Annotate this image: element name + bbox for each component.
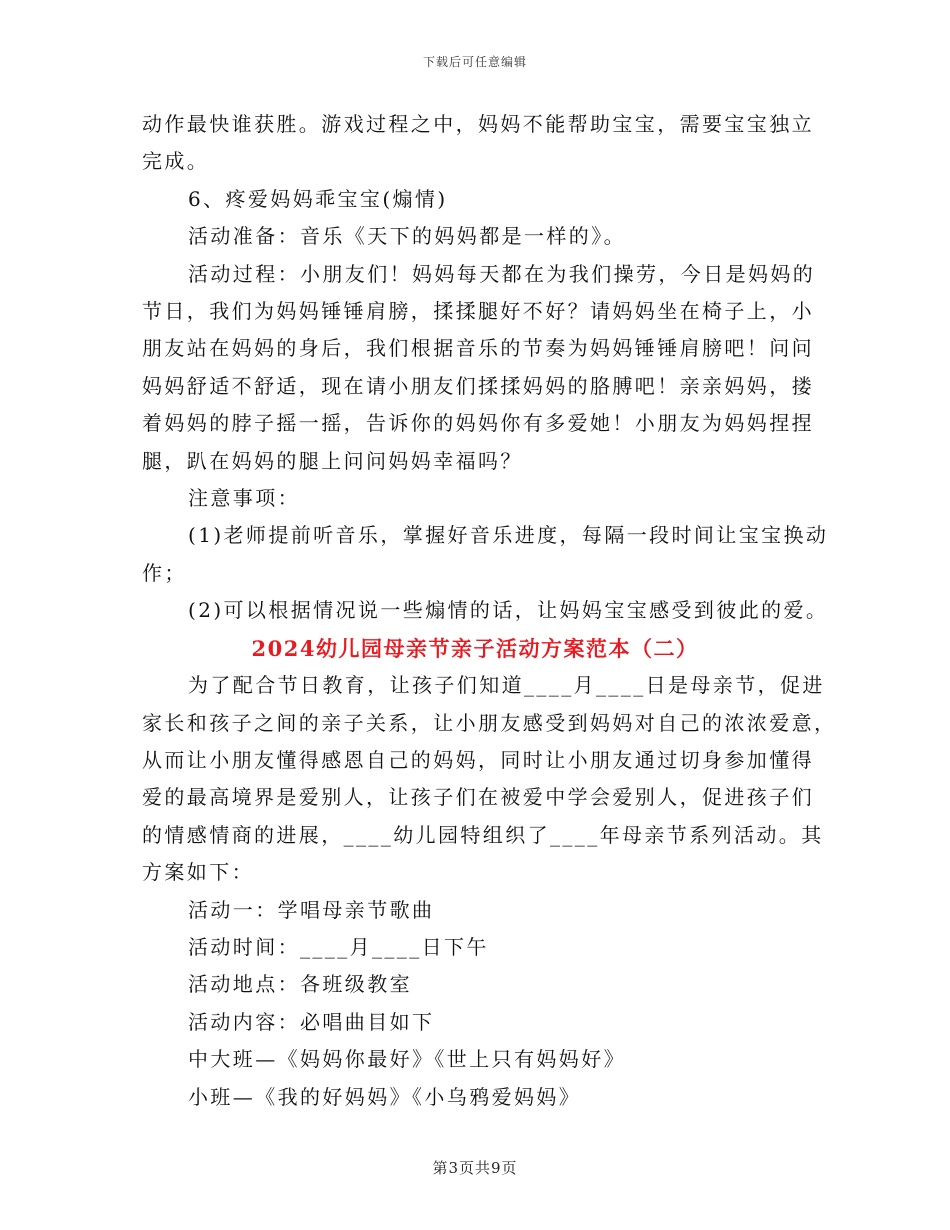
paragraph-line: 爱的最高境界是爱别人，让孩子们在被爱中学会爱别人，促进孩子们 (142, 785, 814, 810)
page-footer: 第3页共9页 (432, 1159, 518, 1177)
subsection-heading: 6、疼爱妈妈乖宝宝(煽情) (188, 186, 448, 211)
paragraph-line: 活动准备：音乐《天下的妈妈都是一样的》。 (188, 224, 626, 249)
list-item-continuation: 作； (142, 560, 187, 585)
page-header: 下载后可任意编辑 (422, 55, 527, 69)
list-item: (2)可以根据情况说一些煽情的话，让妈妈宝宝感受到彼此的爱。 (188, 598, 829, 623)
paragraph-line: 方案如下： (142, 860, 254, 885)
paragraph-line: 动作最快谁获胜。游戏过程之中，妈妈不能帮助宝宝，需要宝宝独立 (142, 112, 814, 136)
paragraph-line: 妈妈舒适不舒适，现在请小朋友们揉揉妈妈的胳膊吧！亲亲妈妈，搂 (142, 373, 814, 398)
list-item: (1)老师提前听音乐，掌握好音乐进度，每隔一段时间让宝宝换动 (188, 523, 829, 548)
paragraph-line: 活动时间：____月____日下午 (188, 934, 489, 959)
paragraph-line: 活动内容：必唱曲目如下 (188, 1009, 435, 1034)
paragraph-line: 节日，我们为妈妈锤锤肩膀，揉揉腿好不好？请妈妈坐在椅子上，小 (142, 299, 814, 324)
paragraph-line: 朋友站在妈妈的身后，我们根据音乐的节奏为妈妈锤锤肩膀吧！问问 (142, 336, 814, 361)
document-body (142, 106, 837, 1116)
paragraph-line: 从而让小朋友懂得感恩自己的妈妈，同时让小朋友通过切身参加懂得 (142, 747, 814, 772)
paragraph-line: 小班—《我的好妈妈》《小乌鸦爱妈妈》 (188, 1084, 582, 1109)
paragraph-line: 注意事项： (188, 486, 300, 511)
paragraph-line: 活动地点：各班级教室 (188, 972, 412, 997)
paragraph-line: 活动过程：小朋友们！妈妈每天都在为我们操劳，今日是妈妈的 (188, 261, 816, 286)
paragraph-line: 着妈妈的脖子摇一摇，告诉你的妈妈你有多爱她！小朋友为妈妈捏捏 (142, 411, 814, 436)
paragraph-line: 中大班—《妈妈你最好》《世上只有妈妈好》 (188, 1047, 626, 1072)
paragraph-line: 的情感情商的进展，____幼儿园特组织了____年母亲节系列活动。其 (142, 822, 824, 847)
section-title: 2024幼儿园母亲节亲子活动方案范本（二） (251, 635, 699, 661)
paragraph-line: 为了配合节日教育，让孩子们知道____月____日是母亲节，促进 (188, 673, 825, 698)
paragraph-line: 活动一：学唱母亲节歌曲 (188, 897, 435, 922)
paragraph-line: 完成。 (142, 149, 210, 174)
paragraph-line: 腿，趴在妈妈的腿上问问妈妈幸福吗？ (142, 448, 523, 473)
paragraph-line: 家长和孩子之间的亲子关系，让小朋友感受到妈妈对自己的浓浓爱意， (142, 710, 837, 735)
